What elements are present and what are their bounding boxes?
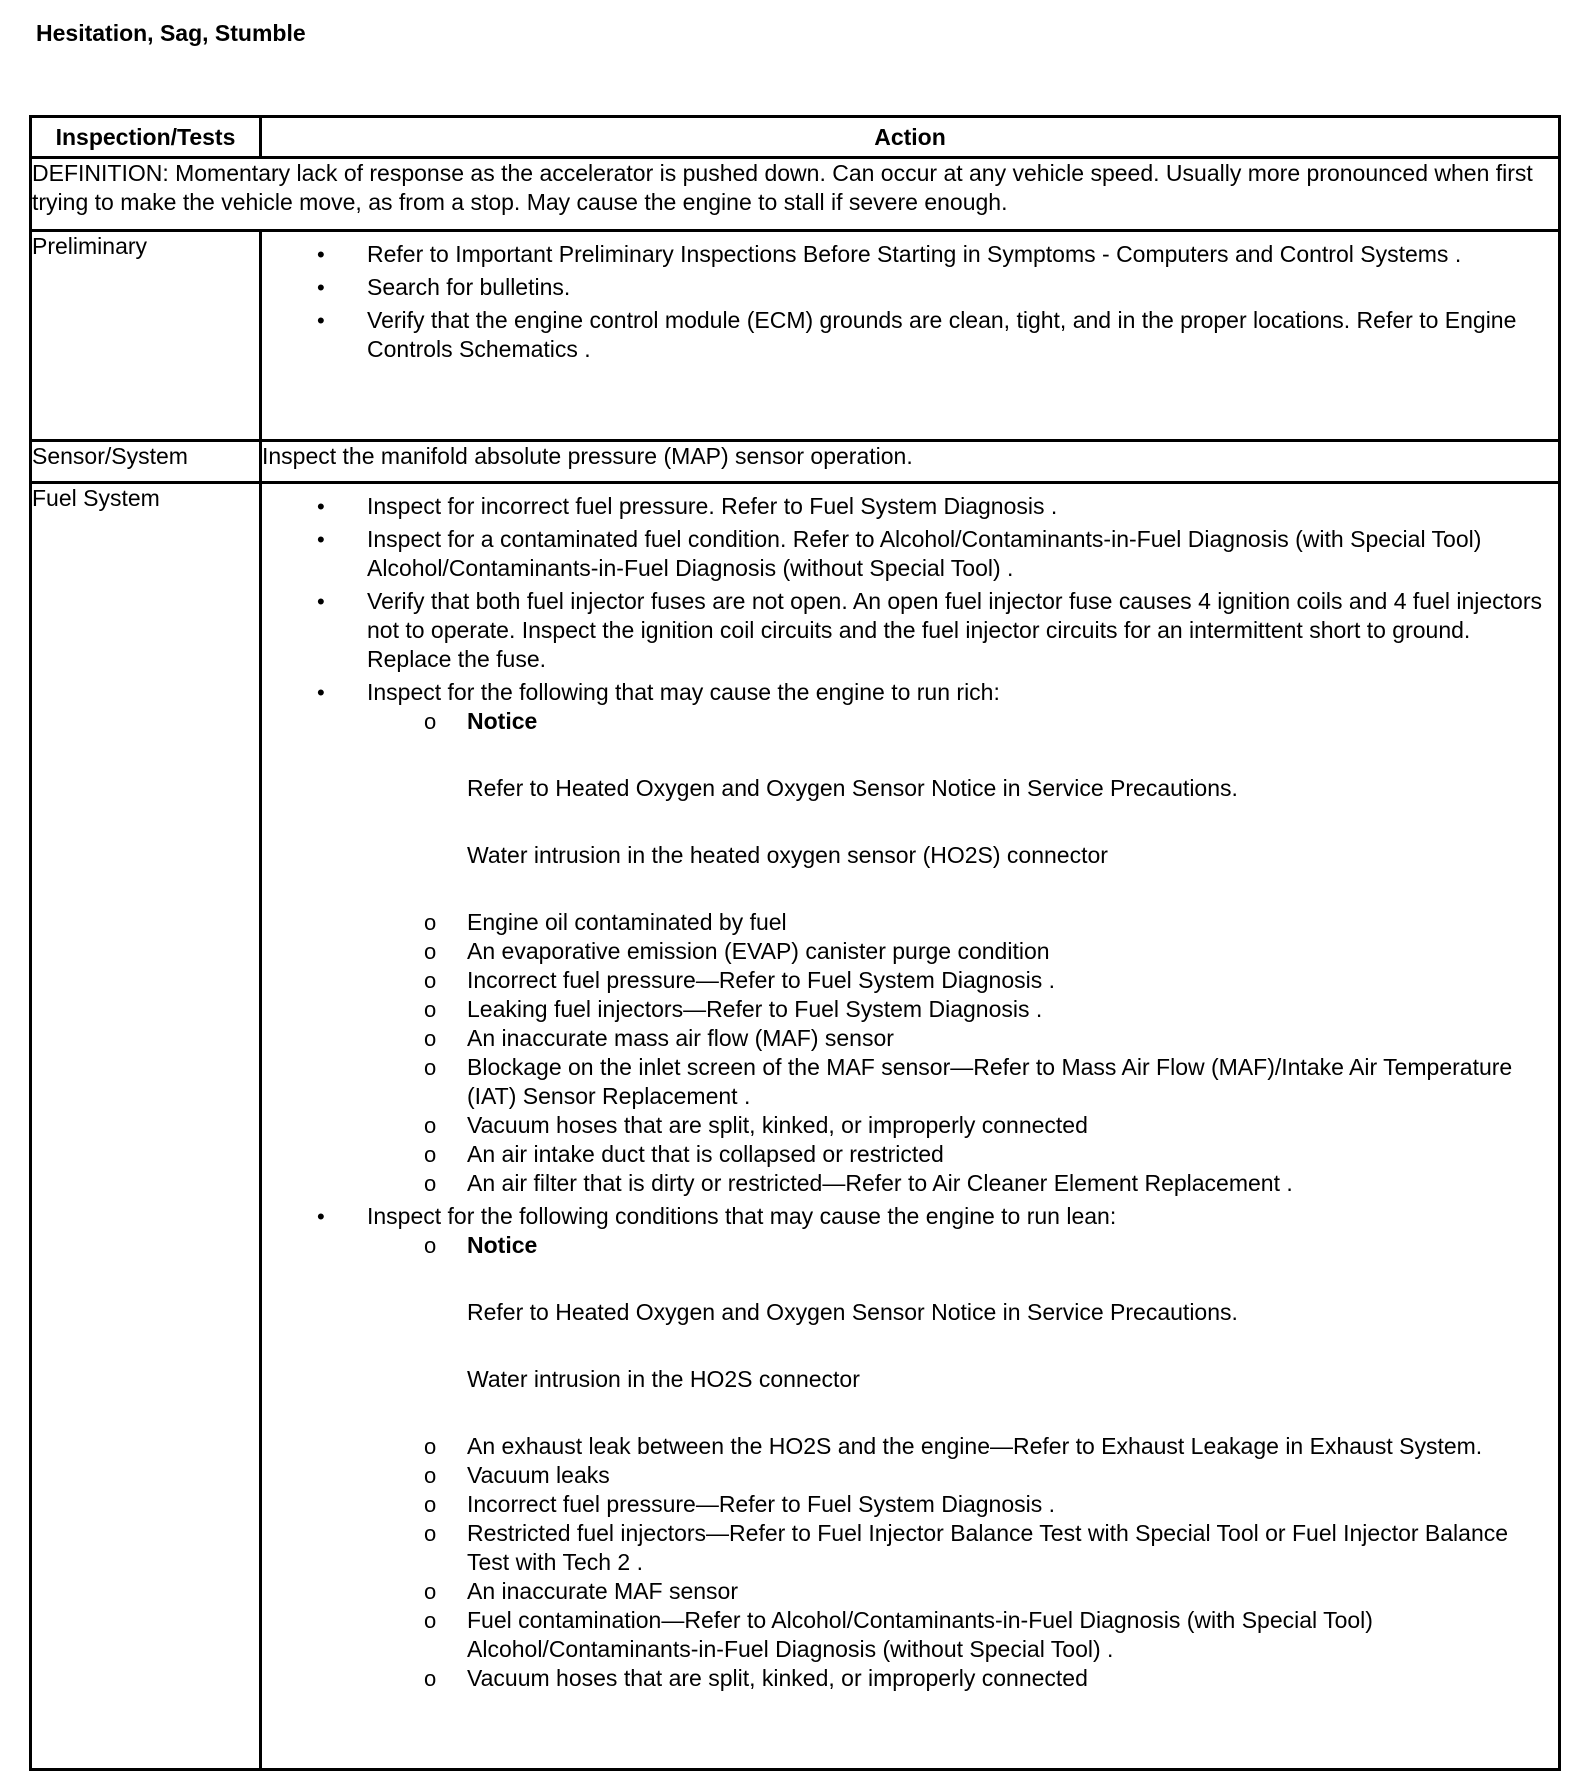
notice-spacer bbox=[467, 1394, 1554, 1432]
list-item: o Vacuum leaks bbox=[367, 1461, 1554, 1490]
header-inspection-tests: Inspection/Tests bbox=[31, 117, 261, 158]
list-item: o Vacuum hoses that are split, kinked, or improperly connected bbox=[367, 1111, 1554, 1140]
lean-conditions-item bbox=[262, 1202, 1554, 1693]
diagnosis-table bbox=[29, 115, 1561, 1771]
notice-title: Notice bbox=[467, 708, 538, 734]
list-item: • Verify that both fuel injector fuses are not open. An open fuel injector fuse causes 4 ignition coils and 4 fuel injectors not to operate. Inspect the ignition coil circuits and the fuel injector circuits for an intermittent short to ground. Replace the fuse. bbox=[262, 587, 1554, 674]
preliminary-actions bbox=[261, 231, 1560, 441]
fuel-system-actions bbox=[261, 483, 1560, 1770]
rich-conditions-item bbox=[262, 678, 1554, 1198]
notice-text: Water intrusion in the HO2S connector bbox=[467, 1366, 860, 1392]
header-action: Action bbox=[261, 117, 1560, 158]
list-item: o Fuel contamination—Refer to Alcohol/Contaminants-in-Fuel Diagnosis (with Special Tool) Alcohol/Contaminants-in-Fuel Diagnosis (without Special Tool) . bbox=[367, 1606, 1554, 1664]
list-item: • Inspect for incorrect fuel pressure. Refer to Fuel System Diagnosis . bbox=[262, 492, 1554, 521]
fuel-system-label: Fuel System bbox=[31, 483, 261, 1770]
list-item: o Restricted fuel injectors—Refer to Fuel Injector Balance Test with Special Tool or Fuel Injector Balance Test with Tech 2 . bbox=[367, 1519, 1554, 1577]
lean-notice bbox=[367, 1231, 1554, 1432]
notice-spacer bbox=[467, 870, 1554, 908]
sensor-system-row bbox=[31, 441, 1560, 483]
list-item: • Refer to Important Preliminary Inspections Before Starting in Symptoms - Computers and Control Systems . bbox=[262, 240, 1554, 269]
sensor-system-label: Sensor/System bbox=[31, 441, 261, 483]
fuel-system-list bbox=[262, 484, 1558, 1693]
lean-sub-list bbox=[467, 1231, 1554, 1693]
list-item: o An inaccurate MAF sensor bbox=[367, 1577, 1554, 1606]
preliminary-list bbox=[262, 232, 1558, 364]
list-item: o Incorrect fuel pressure—Refer to Fuel System Diagnosis . bbox=[367, 966, 1554, 995]
notice-text: Refer to Heated Oxygen and Oxygen Sensor Notice in Service Precautions. bbox=[467, 1299, 1238, 1325]
notice-text: Water intrusion in the heated oxygen sensor (HO2S) connector bbox=[467, 842, 1108, 868]
list-item: o Leaking fuel injectors—Refer to Fuel System Diagnosis . bbox=[367, 995, 1554, 1024]
list-item: o An air intake duct that is collapsed or restricted bbox=[367, 1140, 1554, 1169]
sensor-system-action: Inspect the manifold absolute pressure (MAP) sensor operation. bbox=[261, 441, 1560, 483]
definition-row bbox=[31, 158, 1560, 231]
list-item: • Search for bulletins. bbox=[262, 273, 1554, 302]
list-item: o Blockage on the inlet screen of the MAF sensor—Refer to Mass Air Flow (MAF)/Intake Air Temperature (IAT) Sensor Replacement . bbox=[367, 1053, 1554, 1111]
list-item: o Engine oil contaminated by fuel bbox=[367, 908, 1554, 937]
rich-notice bbox=[367, 707, 1554, 908]
list-item: o An evaporative emission (EVAP) canister purge condition bbox=[367, 937, 1554, 966]
preliminary-row bbox=[31, 231, 1560, 441]
list-item: o Incorrect fuel pressure—Refer to Fuel System Diagnosis . bbox=[367, 1490, 1554, 1519]
table-header-row bbox=[31, 117, 1560, 158]
fuel-system-row bbox=[31, 483, 1560, 1770]
list-item: o An exhaust leak between the HO2S and the engine—Refer to Exhaust Leakage in Exhaust System. bbox=[367, 1432, 1554, 1461]
definition-text: DEFINITION: Momentary lack of response as the accelerator is pushed down. Can occur at any vehicle speed. Usually more pronounced when first trying to make the vehicle move, as from a stop. May cause the engine to stall if severe enough. bbox=[31, 158, 1560, 231]
list-item: • Inspect for a contaminated fuel condition. Refer to Alcohol/Contaminants-in-Fuel Diagnosis (with Special Tool) Alcohol/Contaminants-in-Fuel Diagnosis (without Special Tool) . bbox=[262, 525, 1554, 583]
lean-intro: Inspect for the following conditions that may cause the engine to run lean: bbox=[367, 1203, 1117, 1229]
list-item: o An inaccurate mass air flow (MAF) sensor bbox=[367, 1024, 1554, 1053]
list-item: o An air filter that is dirty or restricted—Refer to Air Cleaner Element Replacement . bbox=[367, 1169, 1554, 1198]
notice-title: Notice bbox=[467, 1232, 538, 1258]
list-item: o Vacuum hoses that are split, kinked, or improperly connected bbox=[367, 1664, 1554, 1693]
preliminary-label: Preliminary bbox=[31, 231, 261, 441]
rich-sub-list bbox=[467, 707, 1554, 1198]
page-title: Hesitation, Sag, Stumble bbox=[36, 20, 306, 46]
notice-text: Refer to Heated Oxygen and Oxygen Sensor Notice in Service Precautions. bbox=[467, 775, 1238, 801]
rich-intro: Inspect for the following that may cause the engine to run rich: bbox=[367, 679, 1000, 705]
list-item: • Verify that the engine control module (ECM) grounds are clean, tight, and in the proper locations. Refer to Engine Controls Schematics . bbox=[262, 306, 1554, 364]
